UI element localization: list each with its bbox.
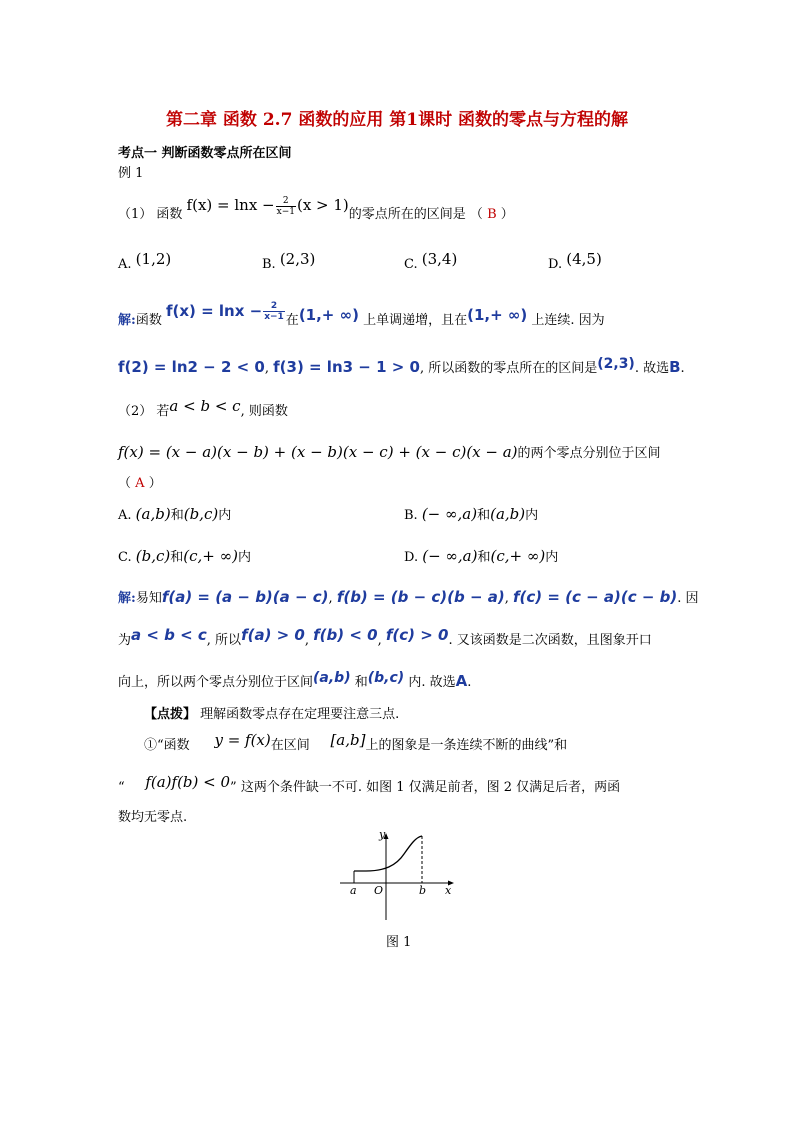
page-title: 第二章 函数 2.7 函数的应用 第1课时 函数的零点与方程的解: [166, 110, 628, 130]
question-2-answer: （ A ）: [118, 476, 162, 491]
option-a: A. (1,2): [118, 250, 172, 272]
option-b: B. (2,3): [262, 250, 316, 272]
question-number: （2） 若: [118, 404, 170, 419]
solution-1-line-2: f(2) = ln2 − 2 < 0, f(3) = ln3 − 1 > 0, 所以函数的零点所在的区间是(2,3). 故选B.: [118, 356, 685, 376]
question-1: [118, 195, 514, 228]
a-label: a: [350, 884, 357, 897]
question-stem: 的零点所在的区间是 （: [348, 207, 483, 222]
option-b: B. (− ∞,a)和(a,b)内: [404, 505, 539, 523]
option-c: C. (3,4): [404, 250, 458, 272]
solution-2-line-1: 解:易知f(a) = (a − b)(a − c), f(b) = (b − c)(b − a), f(c) = (c − a)(c − b). 因: [118, 588, 699, 606]
option-d: D. (4,5): [548, 250, 602, 272]
x-label: x: [445, 884, 452, 897]
solution-2-line-3: 向上，所以两个零点分别位于区间(a,b) 和(b,c) 内. 故选A.: [118, 670, 472, 690]
tip-line-1: ①“函数 y = f(x)在区间 [a,b]上的图象是一条连续不断的曲线”和: [144, 731, 568, 753]
tip-heading: 【点拨】 理解函数零点存在定理要注意三点.: [144, 707, 400, 722]
origin-label: O: [374, 884, 384, 897]
formula-condition: (x > 1): [296, 196, 349, 214]
solution-2-answer: A: [455, 672, 468, 690]
answer-choice: A: [135, 476, 145, 491]
solution-label: 解:: [118, 313, 136, 328]
tip-line-2: “ f(a)f(b) < 0” 这两个条件缺一不可. 如图 1 仅满足前者，图 2 仅满足后者，两函: [118, 773, 621, 795]
function-curve: [354, 836, 422, 871]
option-a: A. (a,b)和(b,c)内: [118, 505, 232, 523]
solution-2-line-2: 为a < b < c, 所以f(a) > 0, f(b) < 0, f(c) > 0. 又该函数是二次函数，且图象开口: [118, 626, 652, 648]
example-label: 例 1: [118, 166, 144, 181]
question-2-function: f(x) = (x − a)(x − b) + (x − b)(x − c) + (x − c)(x − a)的两个零点分别位于区间: [118, 443, 661, 461]
solution-1-answer: B: [669, 358, 681, 376]
question-number: （1） 函数: [118, 207, 183, 222]
option-c: C. (b,c)和(c,+ ∞)内: [118, 547, 251, 565]
option-d: D. (− ∞,a)和(c,+ ∞)内: [404, 547, 559, 565]
function-graph-figure: [336, 826, 464, 922]
tip-line-3: 数均无零点.: [118, 810, 188, 825]
section-heading: 考点一 判断函数零点所在区间: [118, 146, 292, 161]
figure-caption: 图 1: [386, 935, 412, 950]
solution-label: 解:: [118, 591, 136, 606]
fraction-numerator: 2: [276, 196, 296, 207]
closing-paren: ）: [500, 207, 514, 222]
b-label: b: [419, 884, 427, 897]
fraction-denominator: x−1: [276, 206, 295, 217]
y-label: y: [379, 828, 386, 841]
solution-1-line-1: 解:函数 f(x) = lnx − $\frac{2}{x-1}$ 在(1,+ ∞) 上单调递增，且在(1,+ ∞) 上连续. 因为: [118, 301, 605, 328]
solution-formula: f(x) = lnx − $\frac{2}{x-1}$: [165, 301, 284, 322]
answer-choice: B: [487, 207, 497, 222]
formula-left: f(x) = lnx −: [186, 196, 275, 214]
formula: [186, 195, 349, 217]
question-2: （2） 若a < b < c, 则函数: [118, 397, 288, 419]
